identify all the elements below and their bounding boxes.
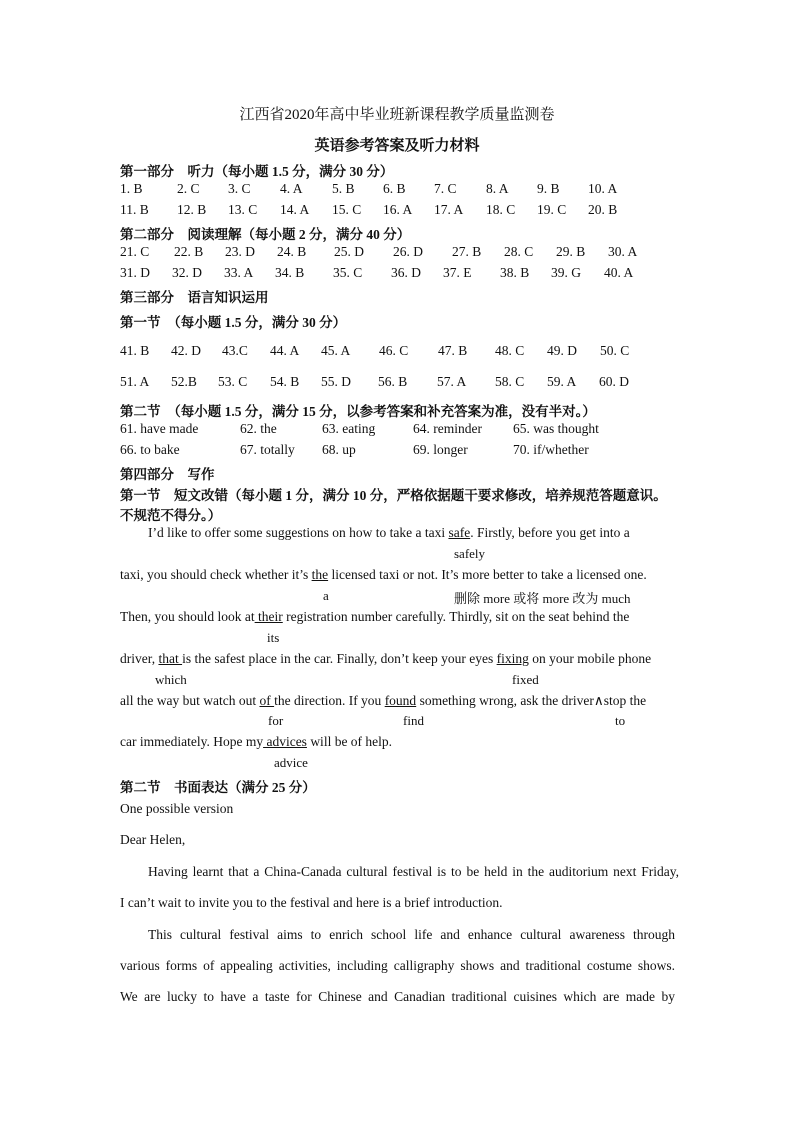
answer-item: 18. C — [486, 202, 516, 217]
answer-item: 24. B — [277, 244, 307, 259]
answer-item: 25. D — [334, 244, 364, 259]
answer-item: 43.C — [222, 343, 248, 358]
answer-item: 19. C — [537, 202, 567, 217]
essay-paragraph-1-line-2: I can’t wait to invite you to the festival and here is a brief introduction. — [120, 895, 503, 910]
answer-item: 32. D — [172, 265, 202, 280]
answer-item: 60. D — [599, 374, 629, 389]
answer-item: 46. C — [379, 343, 409, 358]
correction-answer: for — [268, 713, 284, 728]
correction-answer: to — [615, 713, 626, 728]
essay-paragraph-1-line-1: Having learnt that a China-Canada cultural festival is to be held in the auditorium next Friday, — [148, 864, 679, 879]
correction-line-3: Then, you should look at their registration number carefully. Thirdly, sit on the seat behind the — [120, 609, 630, 624]
correction-answer: a — [323, 588, 329, 603]
error-mark: of — [259, 693, 275, 708]
part3-heading: 第三部分 语言知识运用 — [120, 290, 269, 305]
part1-heading: 第一部分 听力（每小题 1.5 分，满分 30 分） — [120, 164, 394, 179]
answer-item: 6. B — [383, 181, 406, 196]
part4-section2-heading: 第二节 书面表达（满分 25 分） — [120, 780, 316, 795]
answer-item: 13. C — [228, 202, 258, 217]
answer-item: 57. A — [437, 374, 467, 389]
answer-item: 17. A — [434, 202, 464, 217]
answer-item: 1. B — [120, 181, 143, 196]
answer-item: 70. if/whether — [513, 442, 589, 457]
part3-section1-heading: 第一节 （每小题 1.5 分，满分 30 分） — [120, 315, 347, 330]
answer-item: 61. have made — [120, 421, 199, 436]
answer-item: 30. A — [608, 244, 638, 259]
answer-item: 54. B — [270, 374, 300, 389]
answer-item: 3. C — [228, 181, 251, 196]
answer-item: 7. C — [434, 181, 457, 196]
document-subtitle: 英语参考答案及听力材料 — [314, 138, 480, 154]
answer-item: 10. A — [588, 181, 618, 196]
answer-item: 23. D — [225, 244, 255, 259]
document-title: 江西省2020年高中毕业班新课程教学质量监测卷 — [239, 107, 555, 123]
answer-item: 56. B — [378, 374, 408, 389]
error-mark: safe — [448, 525, 471, 540]
correction-answer: safely — [454, 546, 486, 561]
essay-version-label: One possible version — [120, 801, 234, 816]
essay-greeting: Dear Helen, — [120, 832, 186, 847]
correction-answer: its — [267, 630, 280, 645]
error-mark: found — [384, 693, 417, 708]
answer-item: 47. B — [438, 343, 468, 358]
answer-item: 35. C — [333, 265, 363, 280]
answer-item: 9. B — [537, 181, 560, 196]
answer-item: 63. eating — [322, 421, 376, 436]
answer-item: 14. A — [280, 202, 310, 217]
correction-answer: advice — [274, 755, 308, 770]
error-mark: fixing — [496, 651, 529, 666]
answer-item: 50. C — [600, 343, 630, 358]
answer-item: 65. was thought — [513, 421, 599, 436]
correction-line-1: I’d like to offer some suggestions on how to take a taxi safe. Firstly, before you get into a — [148, 525, 630, 540]
error-mark: that — [158, 651, 183, 666]
part4-section1-heading-cont: 不规范不得分。） — [120, 508, 222, 523]
part2-heading: 第二部分 阅读理解（每小题 2 分，满分 40 分） — [120, 227, 411, 242]
answer-item: 21. C — [120, 244, 150, 259]
error-mark: advices — [263, 734, 307, 749]
essay-paragraph-2-line-1: This cultural festival aims to enrich school life and enhance cultural awareness through — [148, 927, 675, 942]
correction-line-2: taxi, you should check whether it’s the licensed taxi or not. It’s more better to take a licensed one. — [120, 567, 647, 582]
part4-heading: 第四部分 写作 — [120, 467, 215, 482]
answer-item: 36. D — [391, 265, 421, 280]
correction-answer: 删除 more 或将 more 改为 much — [454, 591, 631, 606]
correction-answer: find — [403, 713, 424, 728]
answer-item: 55. D — [321, 374, 351, 389]
answer-item: 48. C — [495, 343, 525, 358]
answer-item: 39. G — [551, 265, 581, 280]
correction-line-6: car immediately. Hope my advices will be of help. — [120, 734, 393, 749]
answer-item: 58. C — [495, 374, 525, 389]
answer-item: 2. C — [177, 181, 200, 196]
answer-item: 53. C — [218, 374, 248, 389]
answer-item: 44. A — [270, 343, 300, 358]
correction-line-5: all the way but watch out of the direction. If you found something wrong, ask the driver∧stop the — [120, 693, 647, 708]
answer-item: 37. E — [443, 265, 472, 280]
part4-section1-heading: 第一节 短文改错（每小题 1 分，满分 10 分，严格依据题干要求修改，培养规范答题意识。 — [120, 488, 667, 503]
essay-paragraph-2-line-2: various forms of appealing activities, including calligraphy shows and traditional costume shows. — [120, 958, 675, 973]
answer-item: 11. B — [120, 202, 149, 217]
answer-item: 22. B — [174, 244, 204, 259]
error-mark: the — [311, 567, 329, 582]
answer-item: 52.B — [171, 374, 197, 389]
answer-item: 62. the — [240, 421, 277, 436]
answer-item: 33. A — [224, 265, 254, 280]
answer-item: 27. B — [452, 244, 482, 259]
answer-item: 40. A — [604, 265, 634, 280]
error-mark: their — [254, 609, 283, 624]
correction-answer: fixed — [512, 672, 539, 687]
answer-item: 42. D — [171, 343, 201, 358]
answer-item: 49. D — [547, 343, 577, 358]
answer-item: 31. D — [120, 265, 150, 280]
answer-item: 45. A — [321, 343, 351, 358]
answer-item: 12. B — [177, 202, 207, 217]
correction-line-4: driver, that is the safest place in the car. Finally, don’t keep your eyes fixing on your mobile phone — [120, 651, 652, 666]
answer-item: 26. D — [393, 244, 423, 259]
answer-item: 66. to bake — [120, 442, 180, 457]
answer-item: 59. A — [547, 374, 577, 389]
answer-item: 38. B — [500, 265, 530, 280]
answer-item: 67. totally — [240, 442, 295, 457]
answer-item: 69. longer — [413, 442, 468, 457]
answer-item: 16. A — [383, 202, 413, 217]
correction-answer: which — [155, 672, 187, 687]
answer-item: 5. B — [332, 181, 355, 196]
part3-section2-heading: 第二节 （每小题 1.5 分，满分 15 分，以参考答案和补充答案为准，没有半对。） — [120, 404, 596, 419]
answer-item: 51. A — [120, 374, 150, 389]
answer-item: 64. reminder — [413, 421, 482, 436]
answer-item: 68. up — [322, 442, 356, 457]
answer-item: 15. C — [332, 202, 362, 217]
answer-item: 20. B — [588, 202, 618, 217]
answer-item: 29. B — [556, 244, 586, 259]
answer-item: 8. A — [486, 181, 509, 196]
essay-paragraph-2-line-3: We are lucky to have a taste for Chinese and Canadian traditional cuisines which are made by — [120, 989, 675, 1004]
answer-item: 4. A — [280, 181, 303, 196]
answer-item: 34. B — [275, 265, 305, 280]
answer-item: 28. C — [504, 244, 534, 259]
answer-item: 41. B — [120, 343, 150, 358]
